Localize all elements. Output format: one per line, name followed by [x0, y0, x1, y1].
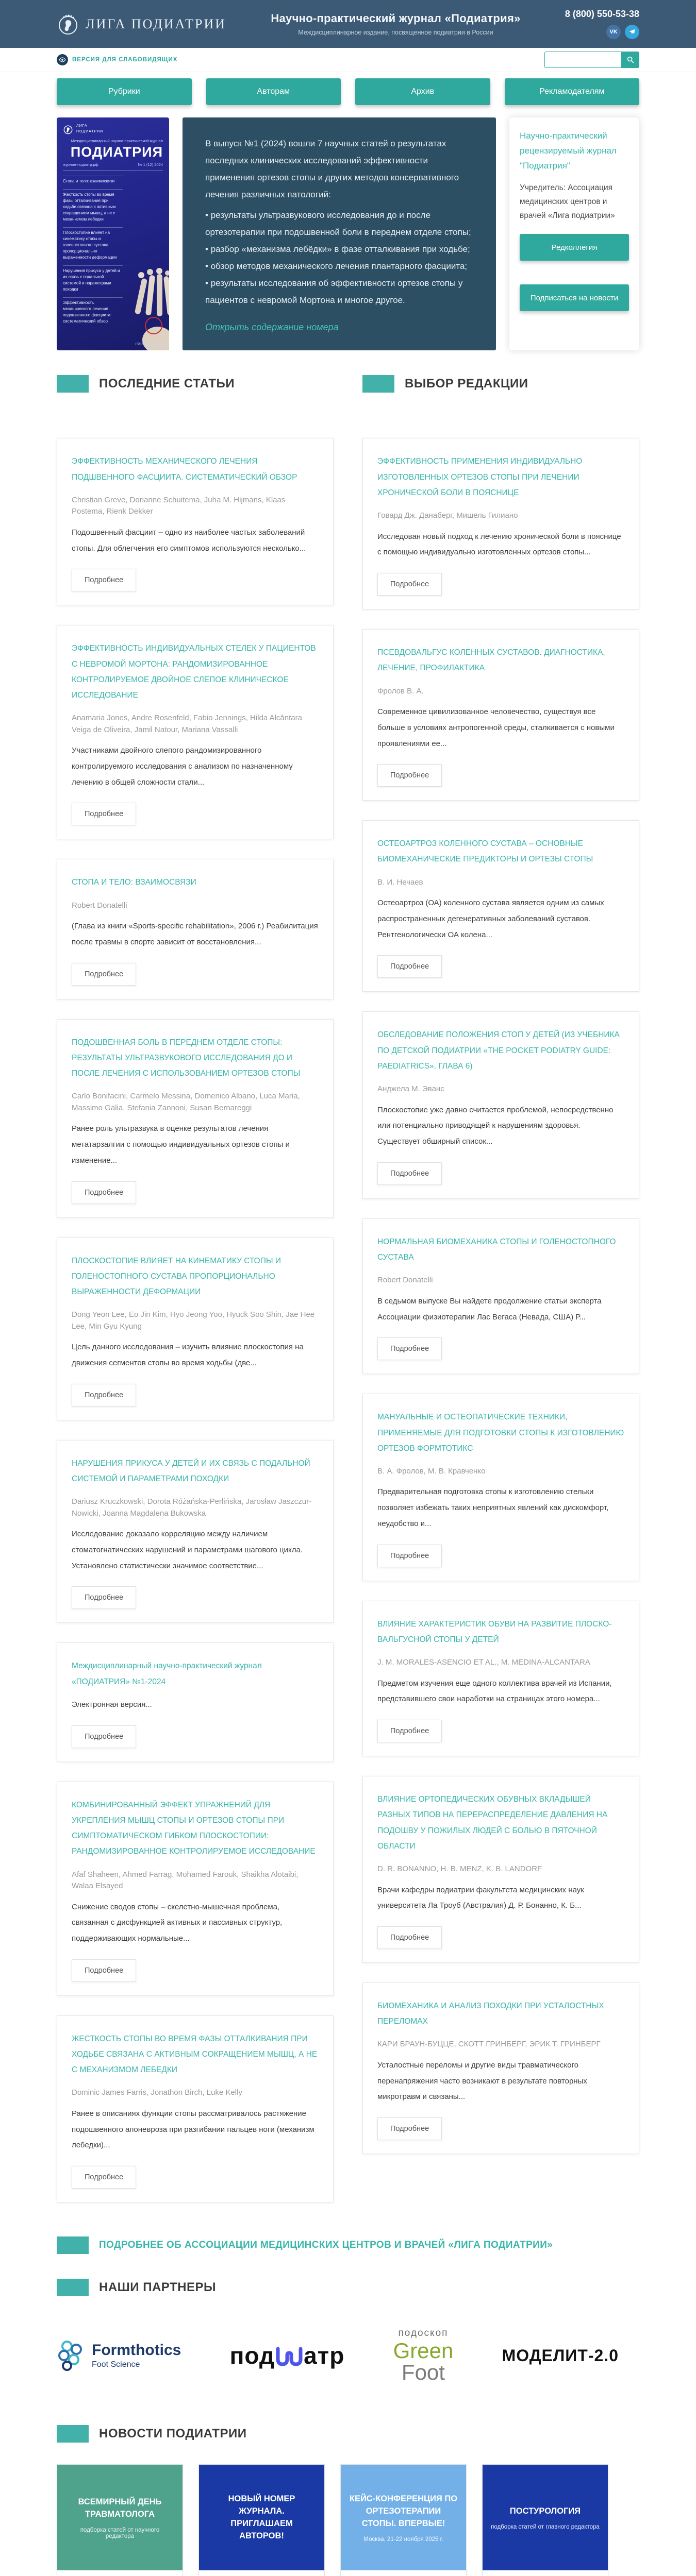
journal-title: Научно-практический журнал «Подиатрия» — [271, 12, 521, 25]
section-marker — [57, 2425, 89, 2443]
issue-intro: В выпуск №1 (2024) вошли 7 научных статей о результатах последних клинических исследований эффективности применения ортезов стопы и других методов консервативного лечения различных патологий: — [205, 139, 459, 200]
journal-info-title[interactable]: Научно-практический рецензируемый журнал "Подиатрия" — [520, 131, 617, 171]
journal-founder: Учредитель: Ассоциация медицинских центров и врачей «Лига подиатрии» — [520, 183, 615, 220]
more-button[interactable]: Подробнее — [377, 573, 442, 596]
more-button[interactable]: Подробнее — [377, 955, 442, 978]
cover-article-line: Стопа и тело: взаимосвязи — [63, 176, 123, 184]
article-excerpt: Современное цивилизованное человечество, существуя все больше в условиях антропогенной среды, сталкивается с новыми проявлениями ее... — [377, 707, 615, 748]
cover-site: журнал-подиатр.рф — [63, 162, 98, 167]
header-phone[interactable]: 8 (800) 550-53-38 — [565, 9, 639, 19]
section-marker — [57, 2279, 89, 2296]
article-title-link[interactable]: ПОДОШВЕННАЯ БОЛЬ В ПЕРЕДНЕМ ОТДЕЛЕ СТОПЫ: РЕЗУЛЬТАТЫ УЛЬТРАЗВУКОВОГО ИССЛЕДОВАНИЯ ДО И ПОСЛЕ ЛЕЧЕНИЯ С ИСПОЛЬЗОВАНИЕМ ОРТЕЗОВ СТОПЫ — [72, 1038, 301, 1078]
article-card — [362, 1776, 639, 1963]
nav-advertisers-button[interactable]: Рекламодателям — [505, 78, 640, 105]
article-authors: Robert Donatelli — [72, 901, 127, 910]
partner-name: Foot — [401, 2360, 445, 2385]
cover-kicker: Междисциплинарный научно-практический журнал — [71, 139, 163, 143]
news-banner-title: КЕЙС-КОНФЕРЕНЦИЯ ПО ОРТЕЗОТЕРАПИИ СТОПЫ. ВПЕРВЫЕ! — [349, 2494, 458, 2528]
news-section — [57, 2425, 639, 2576]
article-authors: Фролов В. А. — [377, 686, 424, 696]
article-authors: J. M. MORALES-ASENCIO ET AL., M. MEDINA-ALCANTARA — [377, 1658, 590, 1667]
article-excerpt: Участниками двойного слепого рандомизированного контролируемого исследования с анализом по назначенному лечению в общей сложности стали... — [72, 746, 293, 787]
hero-section — [57, 117, 639, 350]
article-authors: Anamaria Jones, Andre Rosenfeld, Fabio Jennings, Hilda Alcântara Veiga de Oliveira, Jamil Natour, Mariana Vassalli — [72, 714, 302, 734]
article-card — [57, 1019, 334, 1218]
article-title-link[interactable]: МАНУАЛЬНЫЕ И ОСТЕОПАТИЧЕСКИЕ ТЕХНИКИ, ПРИМЕНЯЕМЫЕ ДЛЯ ПОДГОТОВКИ СТОПЫ К ИЗГОТОВЛЕНИЮ ОРТЕЗОВ ФОРМТОТИКС — [377, 1413, 624, 1453]
cover-article-line: Эффективность механического лечения подошвенного фасциита: систематический обзор — [63, 297, 123, 325]
article-title-link[interactable]: ПЛОСКОСТОПИЕ ВЛИЯЕТ НА КИНЕМАТИКУ СТОПЫ И ГОЛЕНОСТОПНОГО СУСТАВА ПРОПОРЦИОНАЛЬНО ВЫРАЖЕННОСТИ ДЕФОРМАЦИИ — [72, 1256, 281, 1297]
article-card — [362, 1011, 639, 1198]
more-button[interactable]: Подробнее — [72, 1725, 136, 1748]
more-button[interactable]: Подробнее — [377, 1337, 442, 1360]
news-heading: НОВОСТИ ПОДИАТРИИ — [99, 2427, 247, 2441]
nav-rubrics-button[interactable]: Рубрики — [57, 78, 192, 105]
article-card — [57, 625, 334, 839]
section-marker — [57, 2236, 89, 2254]
article-card — [362, 629, 639, 801]
logo-text: ЛИГА ПОДИАТРИИ — [86, 16, 227, 31]
articles-section — [57, 375, 639, 2202]
section-marker — [362, 375, 394, 393]
article-excerpt: Электронная версия... — [72, 1700, 152, 1709]
open-issue-contents-link[interactable]: Открыть содержание номера — [205, 322, 339, 333]
news-card — [57, 2464, 183, 2576]
journal-info-card — [509, 117, 639, 350]
more-button[interactable]: Подробнее — [72, 2166, 136, 2189]
search-input[interactable] — [544, 52, 622, 68]
nav-authors-button[interactable]: Авторам — [206, 78, 341, 105]
article-excerpt: Предварительная подготовка стопы к изготовлению стельки позволяет избежать таких неприятных явлений как дискомфорт, неудобство и... — [377, 1487, 609, 1528]
article-authors: Говард Дж. Данаберг, Мишель Гилиано — [377, 511, 518, 520]
nav-archive-button[interactable]: Архив — [355, 78, 490, 105]
journal-subtitle: Междисциплинарное издание, посвященное подиатрии в России — [298, 29, 493, 36]
issue-announcement-panel — [183, 117, 496, 350]
article-card — [57, 1440, 334, 1623]
cover-article-line: Жесткость стопы во время фазы отталкивания при ходьбе связана с активным сокращением мышц, а не с механизмом лебедки — [63, 189, 123, 223]
news-banner[interactable] — [199, 2465, 324, 2570]
cover-issn: ISSN 2309-4303 — [135, 342, 164, 347]
article-excerpt: Ранее в описаниях функции стопы рассматривалось растяжение подошвенного апоневроза при разгибании пальцев ноги (механизм лебедки)... — [72, 2109, 314, 2150]
article-title-link[interactable]: КОМБИНИРОВАННЫЙ ЭФФЕКТ УПРАЖНЕНИЙ ДЛЯ УКРЕПЛЕНИЯ МЫШЦ СТОПЫ И ОРТЕЗОВ СТОПЫ ПРИ СИМПТОМАТИЧЕСКОМ ГИБКОМ ПЛОСКОСТОПИИ: РАНДОМИЗИРОВАННОЕ КОНТРОЛИРУЕМОЕ ИССЛЕДОВАНИЕ — [72, 1800, 316, 1856]
more-button[interactable]: Подробнее — [377, 2117, 442, 2140]
news-banner-subtitle: Москва, 21-22 ноября 2025 г. — [363, 2536, 443, 2543]
article-excerpt: Предметом изучения еще одного коллектива врачей из Испании, представившего свои наработки на страницах этого номера... — [377, 1679, 612, 1704]
journal-cover[interactable] — [57, 117, 169, 350]
partners-heading: НАШИ ПАРТНЕРЫ — [99, 2280, 216, 2295]
article-authors: В. А. Фролов, М. В. Кравченко — [377, 1466, 486, 1476]
partner-name: под — [229, 2342, 275, 2369]
article-authors: КАРИ БРАУН-БУЦЦЕ, СКОТТ ГРИНБЕРГ, ЭРИК Т. ГРИНБЕРГ — [377, 2040, 601, 2049]
section-marker — [57, 375, 89, 393]
partner-greenfoot[interactable] — [393, 2328, 454, 2383]
eye-icon — [57, 54, 68, 65]
more-button[interactable]: Подробнее — [377, 764, 442, 787]
article-authors: Анджела М. Эванс — [377, 1084, 444, 1094]
news-banner[interactable] — [341, 2465, 466, 2570]
partner-formthotics[interactable] — [57, 2339, 181, 2372]
more-button[interactable]: Подробнее — [377, 1162, 442, 1185]
article-card — [57, 438, 334, 605]
article-title-link[interactable]: СТОПА И ТЕЛО: ВЗАИМОСВЯЗИ — [72, 878, 196, 887]
news-banner-title: ВСЕМИРНЫЙ ДЕНЬ ТРАВМАТОЛОГА — [78, 2497, 162, 2519]
telegram-icon[interactable] — [625, 25, 639, 39]
article-title-link[interactable]: ЖЕСТКОСТЬ СТОПЫ ВО ВРЕМЯ ФАЗЫ ОТТАЛКИВАНИЯ ПРИ ХОДЬБЕ СВЯЗАНА С АКТИВНЫМ СОКРАЩЕНИЕМ МЫШЦ, А НЕ С МЕХАНИЗМОМ ЛЕБЕДКИ — [72, 2034, 318, 2075]
partner-subtitle: подоскоп — [398, 2328, 449, 2339]
more-button[interactable]: Подробнее — [72, 803, 136, 825]
cover-article-line: Нарушения прикуса у детей и их связь с подальной системой и параметрами походки — [63, 265, 123, 293]
article-title-link[interactable]: НАРУШЕНИЯ ПРИКУСА У ДЕТЕЙ И ИХ СВЯЗЬ С ПОДАЛЬНОЙ СИСТЕМОЙ И ПАРАМЕТРАМИ ПОХОДКИ — [72, 1459, 310, 1483]
site-header — [0, 0, 696, 48]
more-button[interactable]: Подробнее — [72, 1181, 136, 1204]
article-excerpt: Исследован новый подход к лечению хронической боли в пояснице с помощью индивидуально изготовленных ортезов стопы... — [377, 532, 621, 557]
article-card — [57, 1782, 334, 1996]
cover-title: ПОДИАТРИЯ — [70, 144, 163, 160]
partner-name: атр — [304, 2342, 345, 2369]
article-title-link[interactable]: Междисциплинарный научно-практический журнал «ПОДИАТРИЯ» №1-2024 — [72, 1662, 262, 1686]
editorial-board-button[interactable]: Редколлегия — [520, 234, 629, 261]
site-logo[interactable] — [57, 13, 226, 36]
article-card — [362, 438, 639, 609]
article-title-link[interactable]: ОСТЕОАРТРОЗ КОЛЕННОГО СУСТАВА – ОСНОВНЫЕ БИОМЕХАНИЧЕСКИЕ ПРЕДИКТОРЫ И ОРТЕЗЫ СТОПЫ — [377, 839, 593, 864]
podiatr-wave-icon — [276, 2346, 303, 2366]
article-title-link[interactable]: ВЛИЯНИЕ ОРТОПЕДИЧЕСКИХ ОБУВНЫХ ВКЛАДЫШЕЙ РАЗНЫХ ТИПОВ НА ПЕРЕРАСПРЕДЕЛЕНИЕ ДАВЛЕНИЯ НА ПОДОШВУ У ПОЖИЛЫХ ЛЮДЕЙ С БОЛЬЮ В ПЯТОЧНОЙ ОБЛАСТИ — [377, 1795, 608, 1851]
article-excerpt: Ранее роль ультразвука в оценке результатов лечения метатарзалгии с помощью индивидуальных ортезов стопы и изменение... — [72, 1124, 290, 1165]
article-authors: Dominic James Farris, Jonathon Birch, Luke Kelly — [72, 2088, 242, 2097]
article-card — [362, 820, 639, 992]
article-excerpt: Цель данного исследования – изучить влияние плоскостопия на движения сегментов стопы во время ходьбы (две... — [72, 1343, 304, 1367]
article-authors: Dariusz Kruczkowski, Dorota Różańska-Perlińska, Jarosław Jaszczur-Nowicki, Joanna Magdalena Bukowska — [72, 1497, 312, 1518]
subscribe-news-button[interactable]: Подписаться на новости — [520, 284, 629, 311]
article-authors: Dong Yeon Lee, Eo Jin Kim, Hyo Jeong Yoo, Hyuck Soo Shin, Jae Hee Lee, Min Gyu Kyung — [72, 1310, 315, 1331]
cover-logo-icon — [63, 124, 73, 134]
article-authors: Carlo Bonifacini, Carmelo Messina, Domenico Albano, Luca Maria, Massimo Galia, Stefania Zannoni, Susan Bernareggi — [72, 1092, 300, 1112]
article-card — [57, 859, 334, 999]
utility-strip — [0, 48, 696, 72]
more-button[interactable]: Подробнее — [72, 1384, 136, 1406]
more-button[interactable]: Подробнее — [72, 569, 136, 591]
article-card — [362, 1218, 639, 1374]
main-nav — [57, 78, 639, 105]
article-card — [362, 1394, 639, 1581]
article-excerpt: Подошвенный фасциит – одно из наиболее частых заболеваний стопы. Для облегчения его симптомов используются несколько... — [72, 528, 306, 553]
footprint-logo-icon — [57, 13, 79, 36]
news-banner-subtitle: подборка статей от главного редактора — [491, 2523, 600, 2530]
more-button[interactable]: Подробнее — [72, 1586, 136, 1609]
association-banner — [57, 2236, 639, 2254]
more-button[interactable]: Подробнее — [377, 1545, 442, 1567]
more-button[interactable]: Подробнее — [377, 1720, 442, 1742]
news-banner[interactable] — [483, 2465, 608, 2570]
article-title-link[interactable]: ПСЕВДОВАЛЬГУС КОЛЕННЫХ СУСТАВОВ. ДИАГНОСТИКА, ЛЕЧЕНИЕ, ПРОФИЛАКТИКА — [377, 648, 605, 673]
issue-highlight: • результаты исследования об эффективности ортезов стопы у пациентов с невромой Мортона и многое другое. — [205, 275, 473, 309]
article-authors: Robert Donatelli — [377, 1276, 433, 1285]
article-authors: Afaf Shaheen, Ahmed Farrag, Mohamed Farouk, Shaikha Alotaibi, Walaa Elsayed — [72, 1870, 299, 1890]
partner-subtitle: Foot Science — [92, 2360, 140, 2369]
issue-highlight: • обзор методов механического лечения плантарного фасциита; — [205, 258, 473, 275]
article-title-link[interactable]: ВЛИЯНИЕ ХАРАКТЕРИСТИК ОБУВИ НА РАЗВИТИЕ ПЛОСКО-ВАЛЬГУСНОЙ СТОПЫ У ДЕТЕЙ — [377, 1619, 612, 1644]
article-excerpt: Плоскостопие уже давно считается проблемой, непосредственно или потенциально приводящей к нарушениям здоровья. Существует обширный список... — [377, 1105, 614, 1146]
article-authors: Christian Greve, Dorianne Schuitema, Juha M. Hijmans, Klaas Postema, Rienk Dekker — [72, 495, 286, 516]
association-link[interactable]: ПОДРОБНЕЕ ОБ АССОЦИАЦИИ МЕДИЦИНСКИХ ЦЕНТРОВ И ВРАЧЕЙ «ЛИГА ПОДИАТРИИ» — [99, 2240, 553, 2251]
article-title-link[interactable]: ЭФФЕКТИВНОСТЬ МЕХАНИЧЕСКОГО ЛЕЧЕНИЯ ПОДШВЕННОГО ФАСЦИИТА. СИСТЕМАТИЧЕСКИЙ ОБЗОР — [72, 457, 297, 482]
vk-icon[interactable]: VK — [606, 25, 621, 39]
search-icon — [626, 56, 635, 64]
news-banner-subtitle: подборка статей от научного редактора — [80, 2527, 160, 2539]
issue-highlight: • разбор «механизма лебёдки» в фазе отталкивания при ходьбе; — [205, 241, 473, 258]
article-excerpt: Остеоартроз (ОА) коленного сустава является одним из самых распространенных дегенеративных заболеваний суставов. Рентгенологически ОА колена... — [377, 899, 604, 939]
news-card — [198, 2464, 325, 2576]
issue-highlights — [205, 207, 473, 309]
formthotics-logo-icon — [57, 2339, 87, 2372]
article-card — [57, 1642, 334, 1761]
more-button[interactable]: Подробнее — [72, 1959, 136, 1982]
article-excerpt: Усталостные переломы и другие виды травматического перенапряжения часто возникают в результате повторных микротравм и связаны... — [377, 2060, 587, 2102]
article-title-link[interactable]: ЭФФЕКТИВНОСТЬ ИНДИВИДУАЛЬНЫХ СТЕЛЕК У ПАЦИЕНТОВ С НЕВРОМОЙ МОРТОНА: РАНДОМИЗИРОВАННОЕ КОНТРОЛИРУЕМОЕ ДВОЙНОЕ СЛЕПОЕ КЛИНИЧЕСКОЕ ИССЛЕДОВАНИЕ — [72, 644, 316, 700]
article-card — [57, 1238, 334, 1420]
accessibility-label: ВЕРСИЯ ДЛЯ СЛАБОВИДЯЩИХ — [72, 57, 178, 63]
cover-article-line: Плоскостопие влияет на кинематику стопы и голеностопного сустава пропорционально выраженности деформации — [63, 227, 123, 261]
news-card — [482, 2464, 608, 2576]
partners-section — [57, 2279, 639, 2394]
article-title-link[interactable]: БИОМЕХАНИКА И АНАЛИЗ ПОХОДКИ ПРИ УСТАЛОСТНЫХ ПЕРЕЛОМАХ — [377, 2002, 604, 2026]
partner-name: Green — [393, 2338, 454, 2363]
article-card — [57, 2015, 334, 2202]
more-button[interactable]: Подробнее — [377, 1926, 442, 1949]
cover-issue: № 1 (12) 2024 — [138, 162, 163, 167]
article-excerpt: Снижение сводов стопы – скелетно-мышечная проблема, связанная с дисфункцией активных и пассивных структур, поддерживающих нормальные... — [72, 1902, 283, 1943]
article-title-link[interactable]: ОБСЛЕДОВАНИЕ ПОЛОЖЕНИЯ СТОП У ДЕТЕЙ (ИЗ УЧЕБНИКА ПО ДЕТСКОЙ ПОДИАТРИИ «THE POCKET PODIATRY GUIDE: PAEDIATRICS», ГЛАВА 6) — [377, 1030, 620, 1071]
partner-podiatr[interactable] — [230, 2342, 345, 2369]
editors-choice-heading: ВЫБОР РЕДАКЦИИ — [405, 377, 528, 391]
article-authors: В. И. Нечаев — [377, 877, 423, 887]
article-excerpt: (Глава из книги «Sports-specific rehabilitation», 2006 г.) Реабилитация после травмы в спорте зависит от восстановления... — [72, 922, 318, 946]
news-banner-title: ПОСТУРОЛОГИЯ — [509, 2506, 581, 2516]
cover-league-text: ЛИГА ПОДИАТРИИ — [76, 124, 104, 133]
article-authors: D. R. BONANNO, H. B. MENZ, K. B. LANDORF — [377, 1865, 542, 1873]
article-excerpt: В седьмом выпуске Вы найдете продолжение статьи эксперта Ассоциации физиотерапии Лас Вегаса (Невада, США) Р... — [377, 1296, 602, 1321]
accessibility-version-button[interactable] — [57, 54, 177, 65]
article-excerpt: Исследование доказало корреляцию между наличием стоматогнатических нарушений и параметрами шагового цикла. Установлено статистически значимое соответствие... — [72, 1530, 303, 1570]
search-button[interactable] — [622, 52, 639, 68]
partner-modelit[interactable]: МОДЕЛИТ-2.0 — [502, 2346, 619, 2365]
news-banner[interactable] — [57, 2465, 183, 2570]
issue-highlight: • результаты ультразвукового исследования до и после ортезотерапии при подошвенной боли в переднем отделе стопы; — [205, 207, 473, 241]
article-card — [362, 1601, 639, 1756]
article-title-link[interactable]: НОРМАЛЬНАЯ БИОМЕХАНИКА СТОПЫ И ГОЛЕНОСТОПНОГО СУСТАВА — [377, 1237, 616, 1262]
news-banner-title: НОВЫЙ НОМЕР ЖУРНАЛА. ПРИГЛАШАЕМ АВТОРОВ! — [228, 2494, 295, 2540]
article-title-link[interactable]: ЭФФЕКТИВНОСТЬ ПРИМЕНЕНИЯ ИНДИВИДУАЛЬНО ИЗГОТОВЛЕННЫХ ОРТЕЗОВ СТОПЫ ПРИ ЛЕЧЕНИИ ХРОНИЧЕСКОЙ БОЛИ В ПОЯСНИЦЕ — [377, 457, 583, 497]
more-button[interactable]: Подробнее — [72, 963, 136, 986]
latest-articles-heading: ПОСЛЕДНИЕ СТАТЬИ — [99, 377, 235, 391]
partner-name: Formthotics — [92, 2342, 181, 2359]
article-excerpt: Врачи кафедры подиатрии факультета медицинских наук университета Ла Троуб (Австралия) Д. Р. Бонанно, К. Б... — [377, 1885, 584, 1910]
article-card — [362, 1982, 639, 2154]
news-card — [340, 2464, 467, 2576]
